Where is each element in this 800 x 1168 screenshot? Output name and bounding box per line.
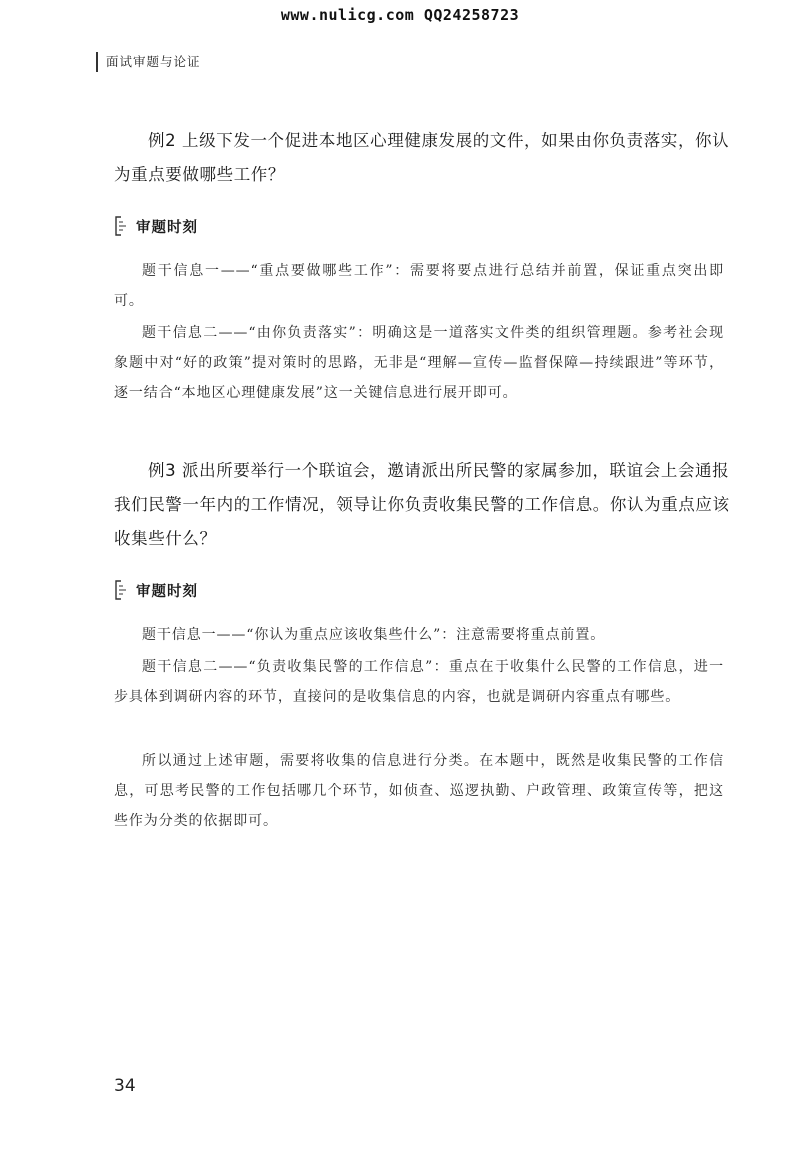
example-2-question-text: 例2 上级下发一个促进本地区心理健康发展的文件，如果由你负责落实，你认为重点要做哪些工作？ — [114, 131, 730, 184]
example-2-paragraph: 题干信息一——“重点要做哪些工作”：需要将要点进行总结并前置，保证重点突出即可。 — [114, 263, 724, 309]
watermark: www.nulicg.com QQ24258723 — [280, 6, 520, 24]
example-2-question — [114, 124, 734, 192]
bracket-icon — [114, 216, 128, 236]
example-3-section-label: 审题时刻 — [136, 583, 198, 600]
example-3-question-text: 例3 派出所要举行一个联谊会，邀请派出所民警的家属参加，联谊会上会通报我们民警一年内的工作情况，领导让你负责收集民警的工作信息。你认为重点应该收集些什么？ — [114, 461, 730, 548]
example-3-paragraph: 题干信息二——“负责收集民警的工作信息”：重点在于收集什么民警的工作信息，进一步具体到调研内容的环节，直接问的是收集信息的内容，也就是调研内容重点有哪些。 — [114, 659, 724, 705]
bracket-icon — [114, 580, 128, 600]
example-3-question — [114, 454, 734, 556]
example-3-paragraph: 题干信息一——“你认为重点应该收集些什么”：注意需要将重点前置。 — [142, 627, 606, 643]
example-2-paragraph: 题干信息二——“由你负责落实”：明确这是一道落实文件类的组织管理题。参考社会现象题中对“好的政策”提对策时的思路，无非是“理解—宣传—监督保障—持续跟进”等环节，逐一结合“本地区心理健康发展”这一关键信息进行展开即可。 — [114, 325, 724, 401]
example-2-section-head — [114, 214, 198, 238]
page-number: 34 — [114, 1076, 136, 1096]
example-3-section-head — [114, 578, 198, 602]
running-header: 面试审题与论证 — [96, 52, 201, 72]
example-2-section-label: 审题时刻 — [136, 219, 198, 236]
example-3-paragraph: 所以通过上述审题，需要将收集的信息进行分类。在本题中，既然是收集民警的工作信息，可思考民警的工作包括哪几个环节，如侦查、巡逻执勤、户政管理、政策宣传等，把这些作为分类的依据即可。 — [114, 753, 724, 829]
